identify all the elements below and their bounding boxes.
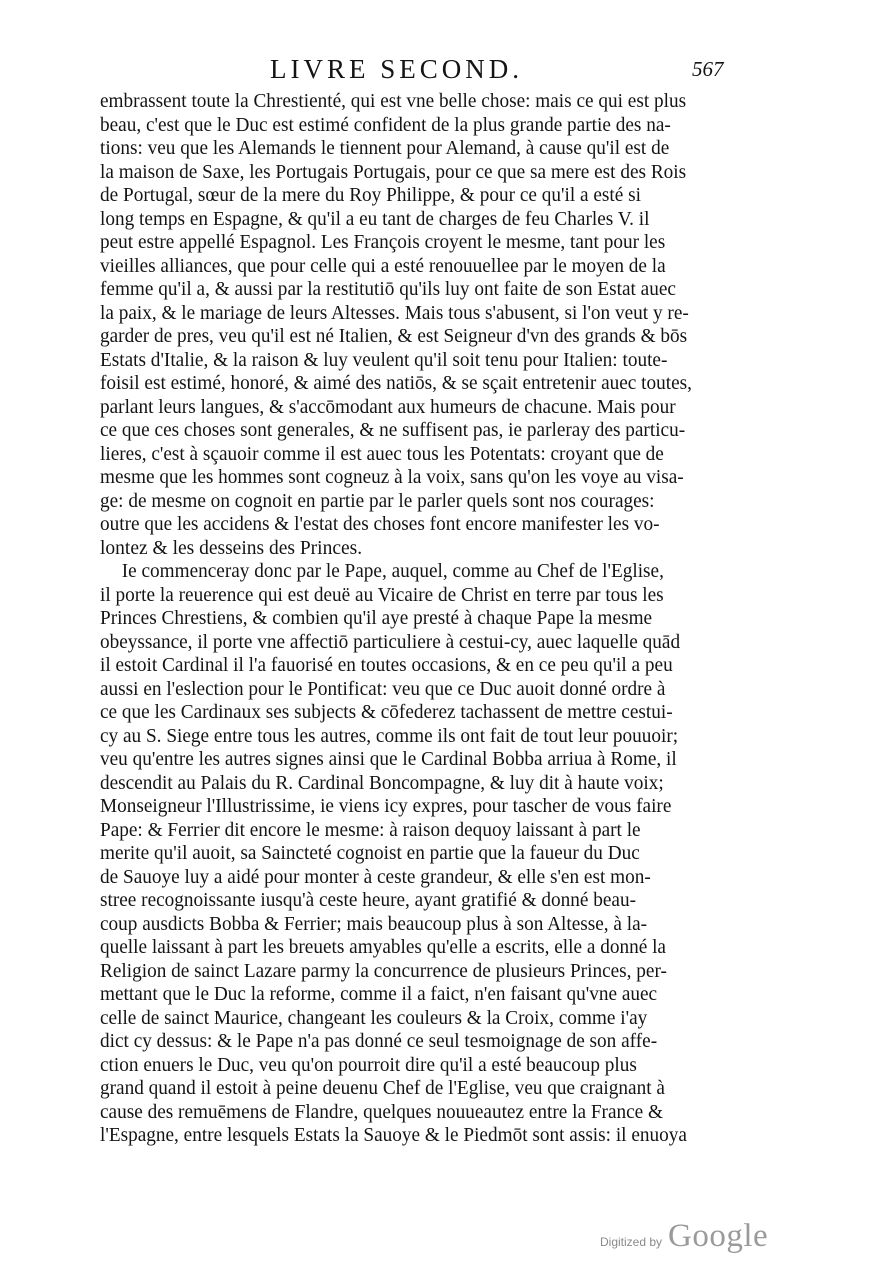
text-line: tions: veu que les Alemands le tiennent pour Alemand, à cause qu'il est de <box>100 138 670 159</box>
text-line: stree recognoissante iusqu'à ceste heure, ayant gratifié & donné beau- <box>100 890 637 911</box>
text-line: veu qu'entre les autres signes ainsi que le Cardinal Bobba arriua à Rome, il <box>100 749 677 770</box>
text-line: de Portugal, sœur de la mere du Roy Philippe, & pour ce qu'il a esté si <box>100 185 641 206</box>
text-line: merite qu'il auoit, sa Saincteté cognoist en partie que la faueur du Duc <box>100 843 640 864</box>
text-line: lieres, c'est à sçauoir comme il est auec tous les Potentats: croyant que de <box>100 443 664 465</box>
text-line: dict cy dessus: & le Pape n'a pas donné ce seul tesmoignage de son affe- <box>100 1031 658 1052</box>
text-line: ce que ces choses sont generales, & ne suffisent pas, ie parleray des particu- <box>100 420 686 441</box>
text-line: long temps en Espagne, & qu'il a eu tant de charges de feu Charles V. il <box>100 208 650 230</box>
text-line: femme qu'il a, & aussi par la restitutiō qu'ils luy ont faite de son Estat auec <box>100 279 676 300</box>
text-line: de Sauoye luy a aidé pour monter à ceste grandeur, & elle s'en est mon- <box>100 866 651 888</box>
text-line: Monseigneur l'Illustrissime, ie viens icy expres, pour tascher de vous faire <box>100 796 672 817</box>
text-line: descendit au Palais du R. Cardinal Boncompagne, & luy dit à haute voix; <box>100 772 664 794</box>
body-text <box>100 90 740 1148</box>
google-logo: Google <box>668 1218 769 1254</box>
text-line: Religion de sainct Lazare parmy la concurrence de plusieurs Princes, per- <box>100 960 667 982</box>
text-line: la maison de Saxe, les Portugais Portugais, pour ce que sa mere est des Rois <box>100 161 687 183</box>
text-line: celle de sainct Maurice, changeant les couleurs & la Croix, comme i'ay <box>100 1007 648 1029</box>
text-line: il porte la reuerence qui est deuë au Vicaire de Christ en terre par tous les <box>100 584 664 606</box>
text-line: Estats d'Italie, & la raison & luy veulent qu'il soit tenu pour Italien: toute- <box>100 349 668 371</box>
text-line: cy au S. Siege entre tous les autres, comme ils ont fait de tout leur pouuoir; <box>100 725 679 747</box>
text-line: l'Espagne, entre lesquels Estats la Sauoye & le Piedmōt sont assis: il enuoya <box>100 1125 687 1146</box>
text-line: parlant leurs langues, & s'accōmodant aux humeurs de chacune. Mais pour <box>100 396 676 418</box>
text-line: Pape: & Ferrier dit encore le mesme: à raison dequoy laissant à part le <box>100 819 641 841</box>
page-number: 567 <box>692 57 724 81</box>
text-line: grand quand il estoit à peine deuenu Chef de l'Eglise, veu que craignant à <box>100 1078 665 1099</box>
text-line: lontez & les desseins des Princes. <box>100 537 363 559</box>
digitized-by-label: Digitized by <box>600 1235 663 1249</box>
text-line: peut estre appellé Espagnol. Les François croyent le mesme, tant pour les <box>100 232 666 253</box>
running-title: LIVRE SECOND. <box>270 54 523 84</box>
text-line: ce que les Cardinaux ses subjects & cōfederez tachassent de mettre cestui- <box>100 702 673 723</box>
text-line: ge: de mesme on cognoit en partie par le parler quels sont nos courages: <box>100 490 655 512</box>
text-line: coup ausdicts Bobba & Ferrier; mais beaucoup plus à son Altesse, à la- <box>100 913 648 935</box>
text-line: vieilles alliances, que pour celle qui a esté renouuellee par le moyen de la <box>100 255 666 277</box>
text-line: il estoit Cardinal il l'a fauorisé en toutes occasions, & en ce peu qu'il a peu <box>100 655 673 676</box>
text-line: mettant que le Duc la reforme, comme il a faict, n'en faisant qu'vne auec <box>100 984 658 1005</box>
text-line: Ie commenceray donc par le Pape, auquel, comme au Chef de l'Eglise, <box>121 561 664 582</box>
text-line: la paix, & le mariage de leurs Altesses. Mais tous s'abusent, si l'on veut y re- <box>100 302 689 324</box>
text-line: aussi en l'eslection pour le Pontificat: veu que ce Duc auoit donné ordre à <box>100 678 666 700</box>
text-line: mesme que les hommes sont cogneuz à la voix, sans qu'on les voye au visa- <box>100 467 684 488</box>
text-line: ction enuers le Duc, veu qu'on pourroit dire qu'il a esté beaucoup plus <box>100 1054 637 1076</box>
text-line: foisil est estimé, honoré, & aimé des natiōs, & se sçait entretenir auec toutes, <box>100 373 692 394</box>
text-line: outre que les accidens & l'estat des choses font encore manifester les vo- <box>100 514 660 535</box>
text-line: quelle laissant à part les breuets amyables qu'elle a escrits, elle a donné la <box>100 937 666 958</box>
text-line: garder de pres, veu qu'il est né Italien, & est Seigneur d'vn des grands & bōs <box>100 326 688 347</box>
text-line: embrassent toute la Chrestienté, qui est vne belle chose: mais ce qui est plus <box>100 91 687 112</box>
text-line: obeyssance, il porte vne affectiō particuliere à cestui-cy, auec laquelle quād <box>100 631 681 653</box>
text-line: beau, c'est que le Duc est estimé confident de la plus grande partie des na- <box>100 114 671 136</box>
digitization-watermark <box>600 1218 768 1255</box>
text-line: Princes Chrestiens, & combien qu'il aye presté à chaque Pape la mesme <box>100 608 653 629</box>
text-line: cause des remuēmens de Flandre, quelques nouueautez entre la France & <box>100 1101 664 1123</box>
